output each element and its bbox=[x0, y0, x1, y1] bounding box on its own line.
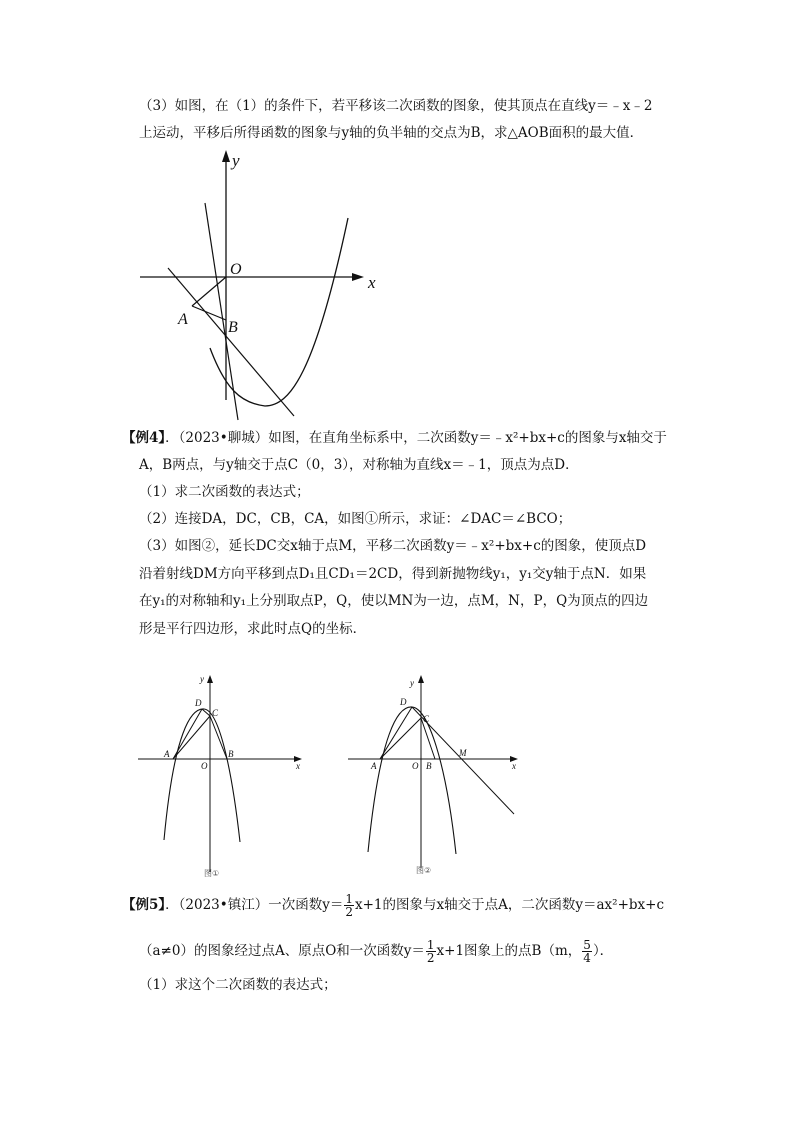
ex4-line-1 bbox=[122, 429, 667, 447]
fig3-m-label: M bbox=[459, 748, 467, 758]
fig2-b-label: B bbox=[228, 749, 234, 759]
ex4-q1: （1）求二次函数的表达式； bbox=[139, 484, 310, 500]
ex4-q3-a: （3）如图②，延长DC交x轴于点M，平移二次函数y＝﹣x²+bx+c的图象，使顶点D bbox=[139, 538, 647, 554]
ex5-stem-2c: ）． bbox=[592, 943, 614, 959]
ex4-line-2: A，B两点，与y轴交于点C（0，3），对称轴为直线x＝﹣1，顶点为点D． bbox=[139, 457, 579, 473]
fig2-caption: 图① bbox=[204, 869, 220, 878]
ex4-q2: （2）连接DA，DC，CB，CA，如图①所示，求证：∠DAC＝∠BCO； bbox=[139, 511, 572, 527]
ex5-stem-1a: ．（2023•镇江）一次函数y＝ bbox=[165, 897, 344, 913]
figure-1 bbox=[136, 672, 311, 880]
ex4-tag: 【例4】 bbox=[122, 430, 166, 446]
fraction-one-half-2: $\frac{1}{2}$ bbox=[426, 938, 435, 965]
q3-line-2: 上运动，平移后所得函数的图象与y轴的负半轴的交点为B，求△AOB面积的最大值． bbox=[139, 125, 644, 141]
fig1-y-label: y bbox=[232, 151, 240, 170]
ex4-stem-1: ．（2023•聊城）如图，在直角坐标系中，二次函数y＝﹣x²+bx+c的图象与x轴交于 bbox=[165, 430, 667, 446]
fig3-caption: 图② bbox=[416, 866, 432, 875]
fig3-x-label: x bbox=[512, 761, 516, 771]
ex5-tag: 【例5】 bbox=[122, 897, 166, 913]
ex5-stem-2b: x+1图象上的点B（m， bbox=[436, 943, 582, 959]
ex4-q3-d: 形是平行四边形，求此时点Q的坐标． bbox=[139, 621, 367, 637]
fraction-five-quarters: $\frac{5}{4}$ bbox=[583, 938, 591, 965]
fig2-d-label: D bbox=[195, 698, 202, 708]
fig3-c-label: C bbox=[423, 714, 430, 724]
ex5-stem-1b: x+1的图象与x轴交于点A，二次函数y＝ax²+bx+c bbox=[355, 897, 665, 913]
fraction-one-half: $\frac{1}{2}$ bbox=[345, 892, 353, 919]
figure-parabola-aob bbox=[130, 148, 390, 420]
fig1-a-label: A bbox=[178, 311, 188, 328]
fig2-x-label: x bbox=[296, 761, 300, 771]
fig3-y-label: y bbox=[410, 678, 414, 688]
fig1-x-label: x bbox=[368, 273, 376, 292]
ex5-stem-2a: （a≠0）的图象经过点A、原点O和一次函数y＝ bbox=[139, 943, 425, 959]
fig1-o-label: O bbox=[230, 261, 242, 278]
fig2-a-label: A bbox=[164, 749, 170, 759]
ex5-q1: （1）求这个二次函数的表达式； bbox=[139, 977, 337, 993]
figure-2 bbox=[346, 672, 526, 880]
fig2-y-label: y bbox=[200, 674, 204, 684]
fig3-b-label: B bbox=[426, 761, 432, 771]
fig3-a-label: A bbox=[371, 761, 377, 771]
ex5-line-2 bbox=[139, 939, 613, 964]
ex4-q3-c: 在y₁的对称轴和y₁上分别取点P，Q，使以MN为一边，点M，N，P，Q为顶点的四边 bbox=[139, 593, 649, 609]
ex5-line-1 bbox=[122, 893, 664, 918]
fig3-d-label: D bbox=[400, 697, 407, 707]
fig2-c-label: C bbox=[212, 708, 219, 718]
q3-line-1: （3）如图，在（1）的条件下，若平移该二次函数的图象，使其顶点在直线y＝﹣x﹣2 bbox=[139, 98, 653, 114]
ex4-q3-b: 沿着射线DM方向平移到点D₁且CD₁＝2CD，得到新抛物线y₁，y₁交y轴于点N．如果 bbox=[139, 566, 647, 582]
fig2-o-label: O bbox=[201, 761, 208, 771]
fig3-o-label: O bbox=[412, 761, 419, 771]
fig1-b-label: B bbox=[228, 319, 238, 336]
